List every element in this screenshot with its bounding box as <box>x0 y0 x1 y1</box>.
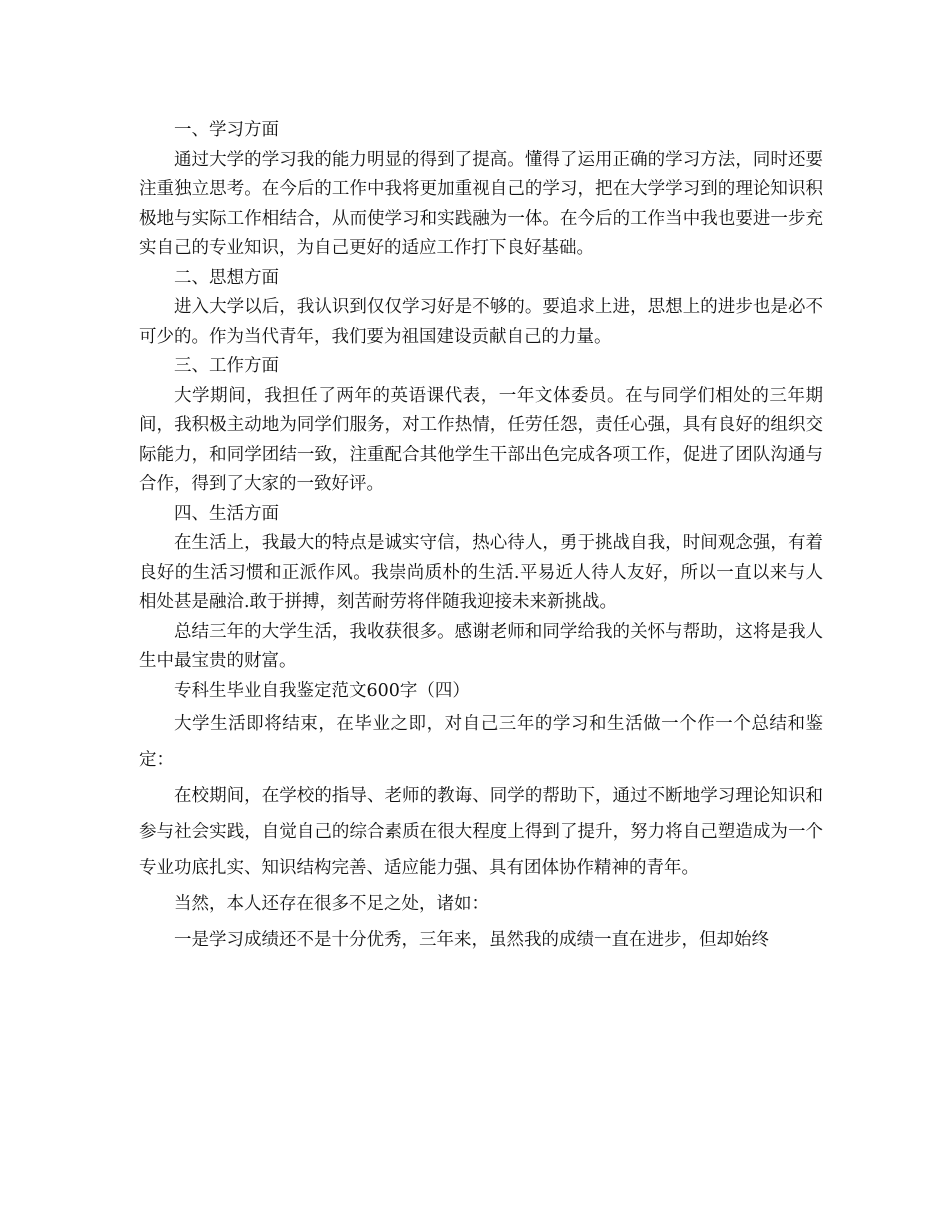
paragraph-school: 在校期间，在学校的指导、老师的教诲、同学的帮助下，通过不断地学习理论知识和参与社会实践，自觉自己的综合素质在很大程度上得到了提升，努力将自己塑造成为一个专业功底扎实、知识结构完善、适应能力强、具有团体协作精神的青年。 <box>139 786 823 878</box>
paragraph-shortcomings: 当然，本人还存在很多不足之处，诸如： <box>174 894 489 914</box>
paragraph-thought: 进入大学以后，我认识到仅仅学习好是不够的。要追求上进，思想上的进步也是必不可少的。作为当代青年，我们要为祖国建设贡献自己的力量。 <box>139 297 823 347</box>
heading-thought: 二、思想方面 <box>174 267 279 288</box>
heading-life: 四、生活方面 <box>174 503 279 524</box>
section-title: 专科生毕业自我鉴定范文600字（四） <box>174 680 470 701</box>
paragraph-intro: 大学生活即将结束，在毕业之即，对自己三年的学习和生活做一个作一个总结和鉴定： <box>139 714 823 770</box>
heading-work: 三、工作方面 <box>174 356 279 376</box>
paragraph-work: 大学期间，我担任了两年的英语课代表，一年文体委员。在与同学们相处的三年期间，我积极主动地为同学们服务，对工作热情，任劳任怨，责任心强，具有良好的组织交际能力，和同学团结一致，注重配合其他学生干部出色完成各项工作，促进了团队沟通与合作，得到了大家的一致好评。 <box>139 385 823 494</box>
paragraph-summary: 总结三年的大学生活，我收获很多。感谢老师和同学给我的关怀与帮助，这将是我人生中最宝贵的财富。 <box>139 621 823 671</box>
paragraph-life: 在生活上，我最大的特点是诚实守信，热心待人，勇于挑战自我，时间观念强，有着良好的生活习惯和正派作风。我崇尚质朴的生活.平易近人待人友好，所以一直以来与人相处甚是融洽.敢于拼搏，刻苦耐劳将伴随我迎接未来新挑战。 <box>139 533 823 612</box>
heading-study: 一、学习方面 <box>174 120 279 140</box>
paragraph-first-point: 一是学习成绩还不是十分优秀，三年来，虽然我的成绩一直在进步，但却始终 <box>174 930 769 950</box>
paragraph-study: 通过大学的学习我的能力明显的得到了提高。懂得了运用正确的学习方法，同时还要注重独立思考。在今后的工作中我将更加重视自己的学习，把在大学学习到的理论知识积极地与实际工作相结合，从而使学习和实践融为一体。在今后的工作当中我也要进一步充实自己的专业知识，为自己更好的适应工作打下良好基础。 <box>139 149 823 258</box>
document-body <box>139 116 823 958</box>
